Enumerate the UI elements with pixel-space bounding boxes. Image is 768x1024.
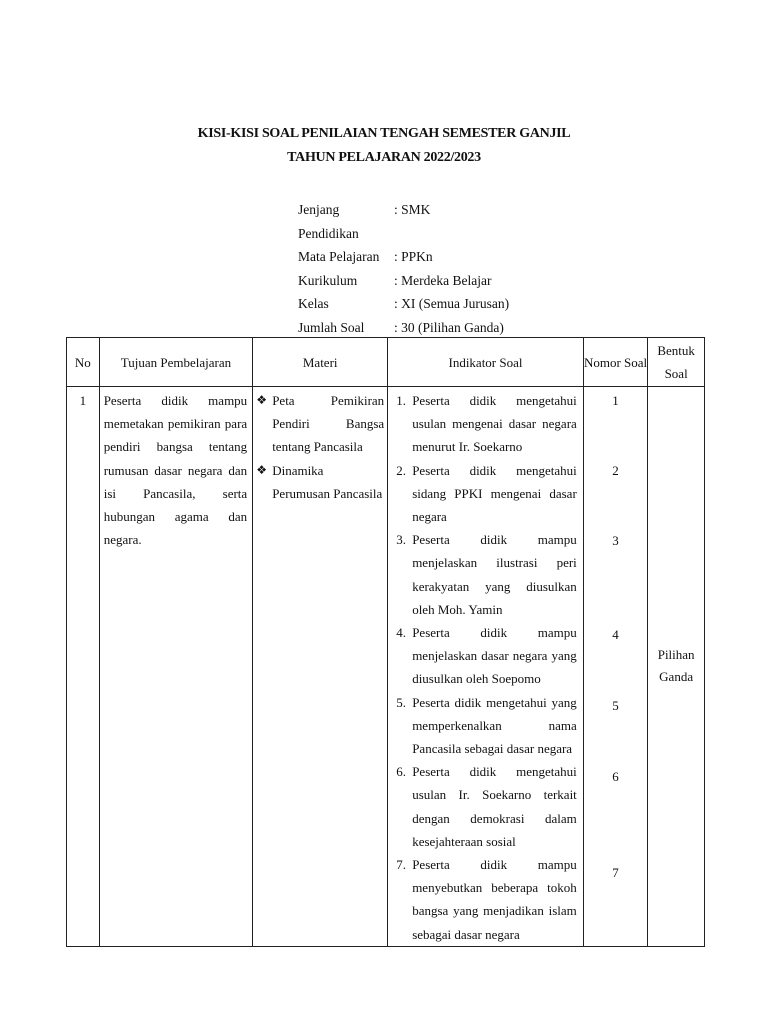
meta-label: Mata Pelajaran [298, 249, 380, 264]
document-subtitle: TAHUN PELAJARAN 2022/2023 [287, 150, 481, 165]
document-title: KISI-KISI SOAL PENILAIAN TENGAH SEMESTER GANJIL [197, 126, 571, 141]
indikator-number: 6. [396, 764, 406, 780]
materi-item [256, 459, 384, 505]
meta-value: : SMK [394, 202, 431, 217]
indikator-number: 1. [396, 393, 406, 408]
indikator-number: 2. [396, 462, 406, 478]
indikator-text: Peserta didik mampu menyebutkan beberapa tokoh bangsa yang menjadikan islam sebagai dasar negara [412, 857, 577, 942]
indikator-text: Peserta didik mengetahui sidang PPKI mengenai dasar negara [412, 462, 577, 525]
indikator-text: Peserta didik mengetahui usulan Ir. Soekarno terkait dengan demokrasi dalam kesejahteraan sosial [412, 764, 577, 849]
materi-item [256, 389, 384, 459]
cell-indikator [388, 387, 584, 947]
meta-row-jenjang [298, 198, 509, 245]
document-meta [298, 198, 509, 339]
header-indikator: Indikator Soal [388, 338, 584, 387]
indikator-text: Peserta didik mampu menjelaskan ilustrasi peri kerakyatan yang diusulkan oleh Moh. Yamin [412, 532, 577, 617]
indikator-item [396, 853, 577, 946]
nomor-soal: 7 [612, 865, 619, 880]
indikator-number: 3. [396, 532, 406, 548]
meta-value: : 30 (Pilihan Ganda) [394, 319, 504, 335]
indikator-text: Peserta didik mampu menjelaskan dasar negara yang diusulkan oleh Soepomo [412, 625, 577, 687]
header-bentuk: Bentuk Soal [648, 338, 705, 387]
cell-bentuk: Pilihan Ganda [648, 387, 705, 947]
kisi-kisi-table [66, 337, 705, 947]
nomor-soal: 1 [612, 393, 619, 408]
indikator-text: Peserta didik mengetahui yang memperkenalkan nama Pancasila sebagai dasar negara [412, 694, 577, 757]
meta-label: Kurikulum [298, 272, 358, 288]
diamond-bullet-icon: ❖ [256, 393, 267, 407]
cell-nomor [583, 387, 648, 947]
meta-label: Jumlah Soal [298, 319, 365, 335]
meta-row-mapel [298, 245, 509, 269]
nomor-soal: 5 [612, 698, 619, 713]
cell-tujuan: Peserta didik mampu memetakan pemikiran para pendiri bangsa tentang rumusan dasar negara dan isi Pancasila, serta hubungan agama dan negara. [99, 387, 252, 947]
cell-no: 1 [67, 387, 100, 947]
indikator-number: 7. [396, 857, 406, 873]
indikator-number: 5. [396, 694, 406, 710]
indikator-text: Peserta didik mengetahui usulan mengenai dasar negara menurut Ir. Soekarno [412, 393, 577, 455]
diamond-bullet-icon: ❖ [256, 462, 267, 477]
header-tujuan: Tujuan Pembelajaran [99, 338, 252, 387]
cell-materi [253, 387, 388, 947]
meta-row-kurikulum [298, 269, 509, 293]
meta-label: Kelas [298, 296, 329, 311]
materi-text: Dinamika Perumusan Pancasila [272, 462, 383, 501]
meta-value: : Merdeka Belajar [394, 272, 492, 288]
indikator-number: 4. [396, 625, 406, 641]
table-row [67, 387, 705, 947]
header-no: No [67, 338, 100, 387]
indikator-item [396, 621, 577, 691]
indikator-item [396, 528, 577, 621]
header-materi: Materi [253, 338, 388, 387]
meta-value: : XI (Semua Jurusan) [394, 296, 510, 311]
indikator-item [396, 389, 577, 459]
meta-row-kelas [298, 292, 509, 316]
indikator-item [396, 760, 577, 853]
nomor-soal: 6 [612, 769, 619, 784]
nomor-soal: 3 [612, 533, 619, 548]
meta-row-jumlah [298, 316, 509, 340]
meta-value: : PPKn [394, 249, 433, 264]
nomor-soal: 4 [612, 627, 619, 642]
indikator-item [396, 691, 577, 761]
meta-label: Jenjang Pendidikan [298, 202, 359, 241]
materi-text: Peta Pemikiran Pendiri Bangsa tentang Pancasila [272, 393, 385, 455]
header-nomor: Nomor Soal [583, 338, 648, 387]
table-header-row [67, 338, 705, 387]
indikator-item [396, 459, 577, 529]
nomor-soal: 2 [612, 463, 619, 478]
